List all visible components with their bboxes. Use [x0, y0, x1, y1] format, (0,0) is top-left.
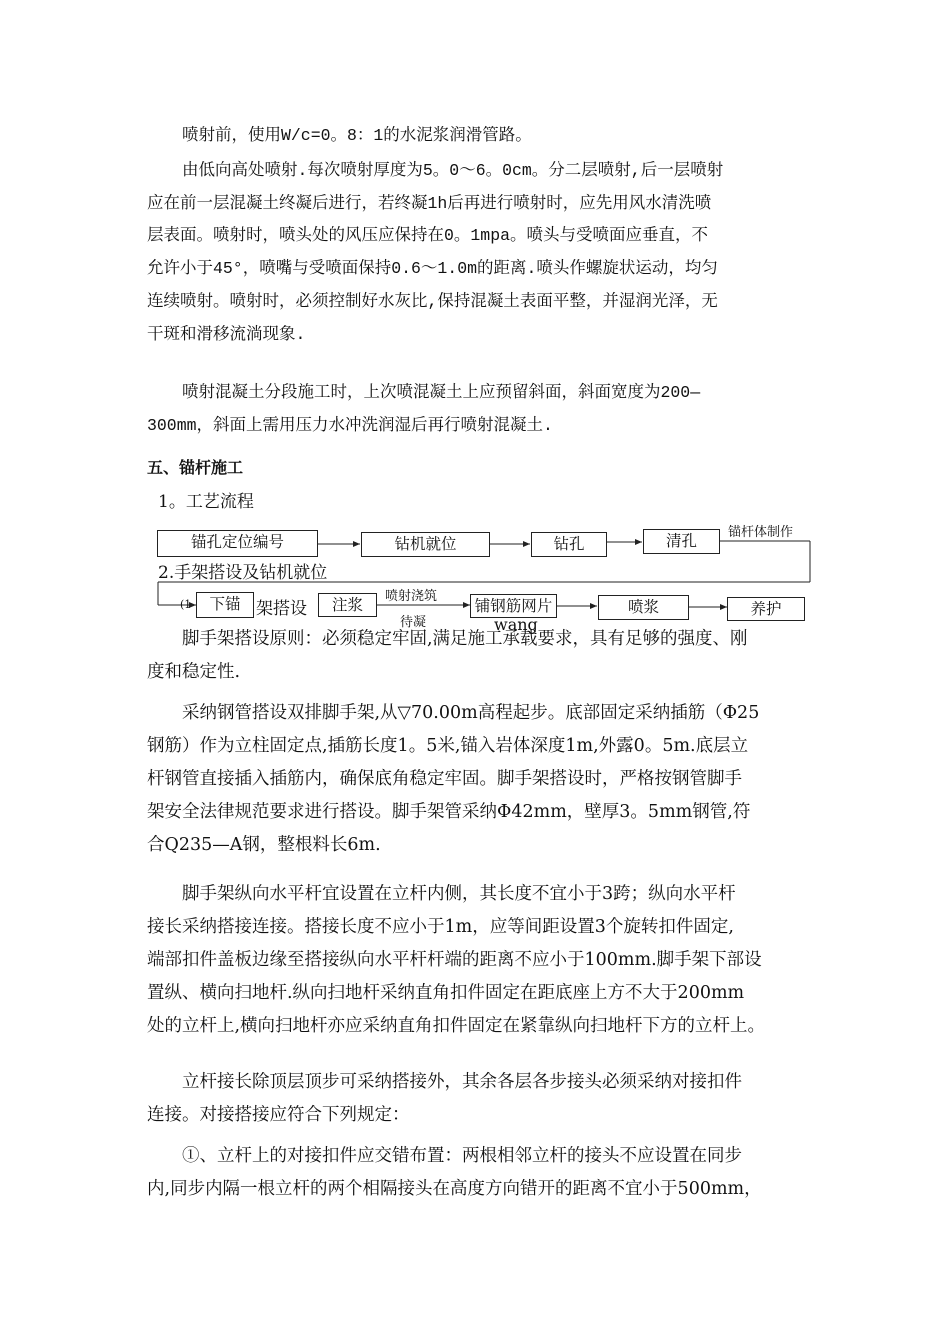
text-line: 300mm，斜面上需用压力水冲洗润湿后再行喷射混凝土. — [147, 416, 553, 435]
flow-step-grouting: 注浆 — [318, 593, 377, 617]
flow-step-anchor-insertion: 下锚 — [196, 592, 254, 618]
flow-step-anchor-hole-numbering: 锚孔定位编号 — [157, 530, 318, 557]
text-line: 脚手架搭设原则：必须稳定牢固,满足施工承载要求，具有足够的强度、刚 — [182, 629, 748, 649]
text-line: 层表面。喷射时，喷头处的风压应保持在0。1mpa。喷头与受喷面应垂直，不 — [147, 226, 709, 246]
text-line: 接长采纳搭接连接。搭接长度不应小于1m，应等间距设置3个旋转扣件固定, — [147, 917, 734, 937]
flow-step-drill-positioning: 钻机就位 — [361, 532, 490, 557]
paragraph-5 — [147, 697, 807, 862]
text-line: 连接。对接搭接应符合下列规定： — [147, 1105, 410, 1125]
text-line: 脚手架纵向水平杆宜设置在立杆内侧，其长度不宜小于3跨；纵向水平杆 — [182, 884, 736, 904]
paragraph-8 — [147, 1140, 807, 1206]
flow-step-curing: 养护 — [727, 597, 805, 621]
text-line: 度和稳定性. — [147, 662, 241, 682]
flow-step-steel-mesh: 铺钢筋网片 — [470, 594, 557, 618]
text-line: 采纳钢管搭设双排脚手架,从▽70.00m高程起步。底部固定采纳插筋（Φ25 — [182, 703, 760, 723]
text-line: 应在前一层混凝土终凝后进行，若终凝1h后再进行喷射时，应先用风水清洗喷 — [147, 193, 712, 213]
text-line: 由低向高处喷射.每次喷射厚度为5。0～6。0cm。分二层喷射,后一层喷射 — [182, 161, 724, 180]
text-line: 合Q235—A钢，整根料长6m. — [147, 835, 381, 855]
text-line: 立杆接长除顶层顶步可采纳搭接外，其余各层各步接头必须采纳对接扣件 — [182, 1072, 742, 1092]
paragraph-6 — [147, 878, 807, 1043]
flow-step-drilling: 钻孔 — [531, 532, 607, 557]
flow-step-hole-cleaning: 清孔 — [643, 529, 720, 554]
overlap-heading: 2.手架搭设及钻机就位 — [158, 563, 328, 583]
flow-label-spray-pour: 喷射浇筑 — [385, 589, 438, 604]
flow-label-wang: wang — [494, 615, 538, 634]
section-heading: 五、锚杆施工 — [147, 458, 244, 477]
text-line: 钢筋）作为立柱固定点,插筋长度1。5米,锚入岩体深度1m,外露0。5m.底层立 — [147, 736, 749, 756]
paragraph-7 — [147, 1066, 807, 1132]
text-line: 喷射前，使用W/c=0。8：1的水泥浆润滑管路。 — [182, 126, 532, 145]
flow-label-wait: 待凝 — [400, 615, 427, 630]
text-line: 允许小于45°，喷嘴与受喷面保持0.6～1.0m的距离.喷头作螺旋状运动，均匀 — [147, 259, 718, 279]
text-line: 杆钢管直接插入插筋内，确保底角稳定牢固。脚手架搭设时，严格按钢管脚手 — [147, 769, 742, 789]
flow-step-shotcrete: 喷浆 — [598, 595, 689, 620]
text-line: 干斑和滑移流淌现象. — [147, 324, 306, 344]
text-line: 内,同步内隔一根立杆的两个相隔接头在高度方向错开的距离不宜小于500mm， — [147, 1179, 762, 1199]
sub-heading: 1。工艺流程 — [158, 492, 254, 512]
text-line: 喷射混凝土分段施工时，上次喷混凝土上应预留斜面，斜面宽度为200— — [182, 383, 701, 402]
text-line: 处的立杆上,横向扫地杆亦应采纳直角扣件固定在紧靠纵向扫地杆下方的立杆上。 — [147, 1016, 766, 1036]
flow-label-anchor-body: 锚杆体制作 — [728, 525, 794, 540]
hidden-prefix: (1 — [180, 598, 192, 611]
text-line: 置纵、横向扫地杆.纵向扫地杆采纳直角扣件固定在距底座上方不大于200mm — [147, 983, 745, 1003]
text-line: 端部扣件盖板边缘至搭接纵向水平杆杆端的距离不应小于100mm.脚手架下部设 — [147, 950, 762, 970]
partial-text: 架搭设 — [256, 599, 307, 619]
text-line: 连续喷射。喷射时，必须控制好水灰比,保持混凝土表面平整，并湿润光泽，无 — [147, 291, 718, 311]
text-line: 架安全法律规范要求进行搭设。脚手架管采纳Φ42mm，壁厚3。5mm钢管,符 — [147, 802, 751, 822]
paragraph-4 — [147, 623, 807, 689]
text-line: ①、立杆上的对接扣件应交错布置：两根相邻立杆的接头不应设置在同步 — [182, 1146, 742, 1166]
